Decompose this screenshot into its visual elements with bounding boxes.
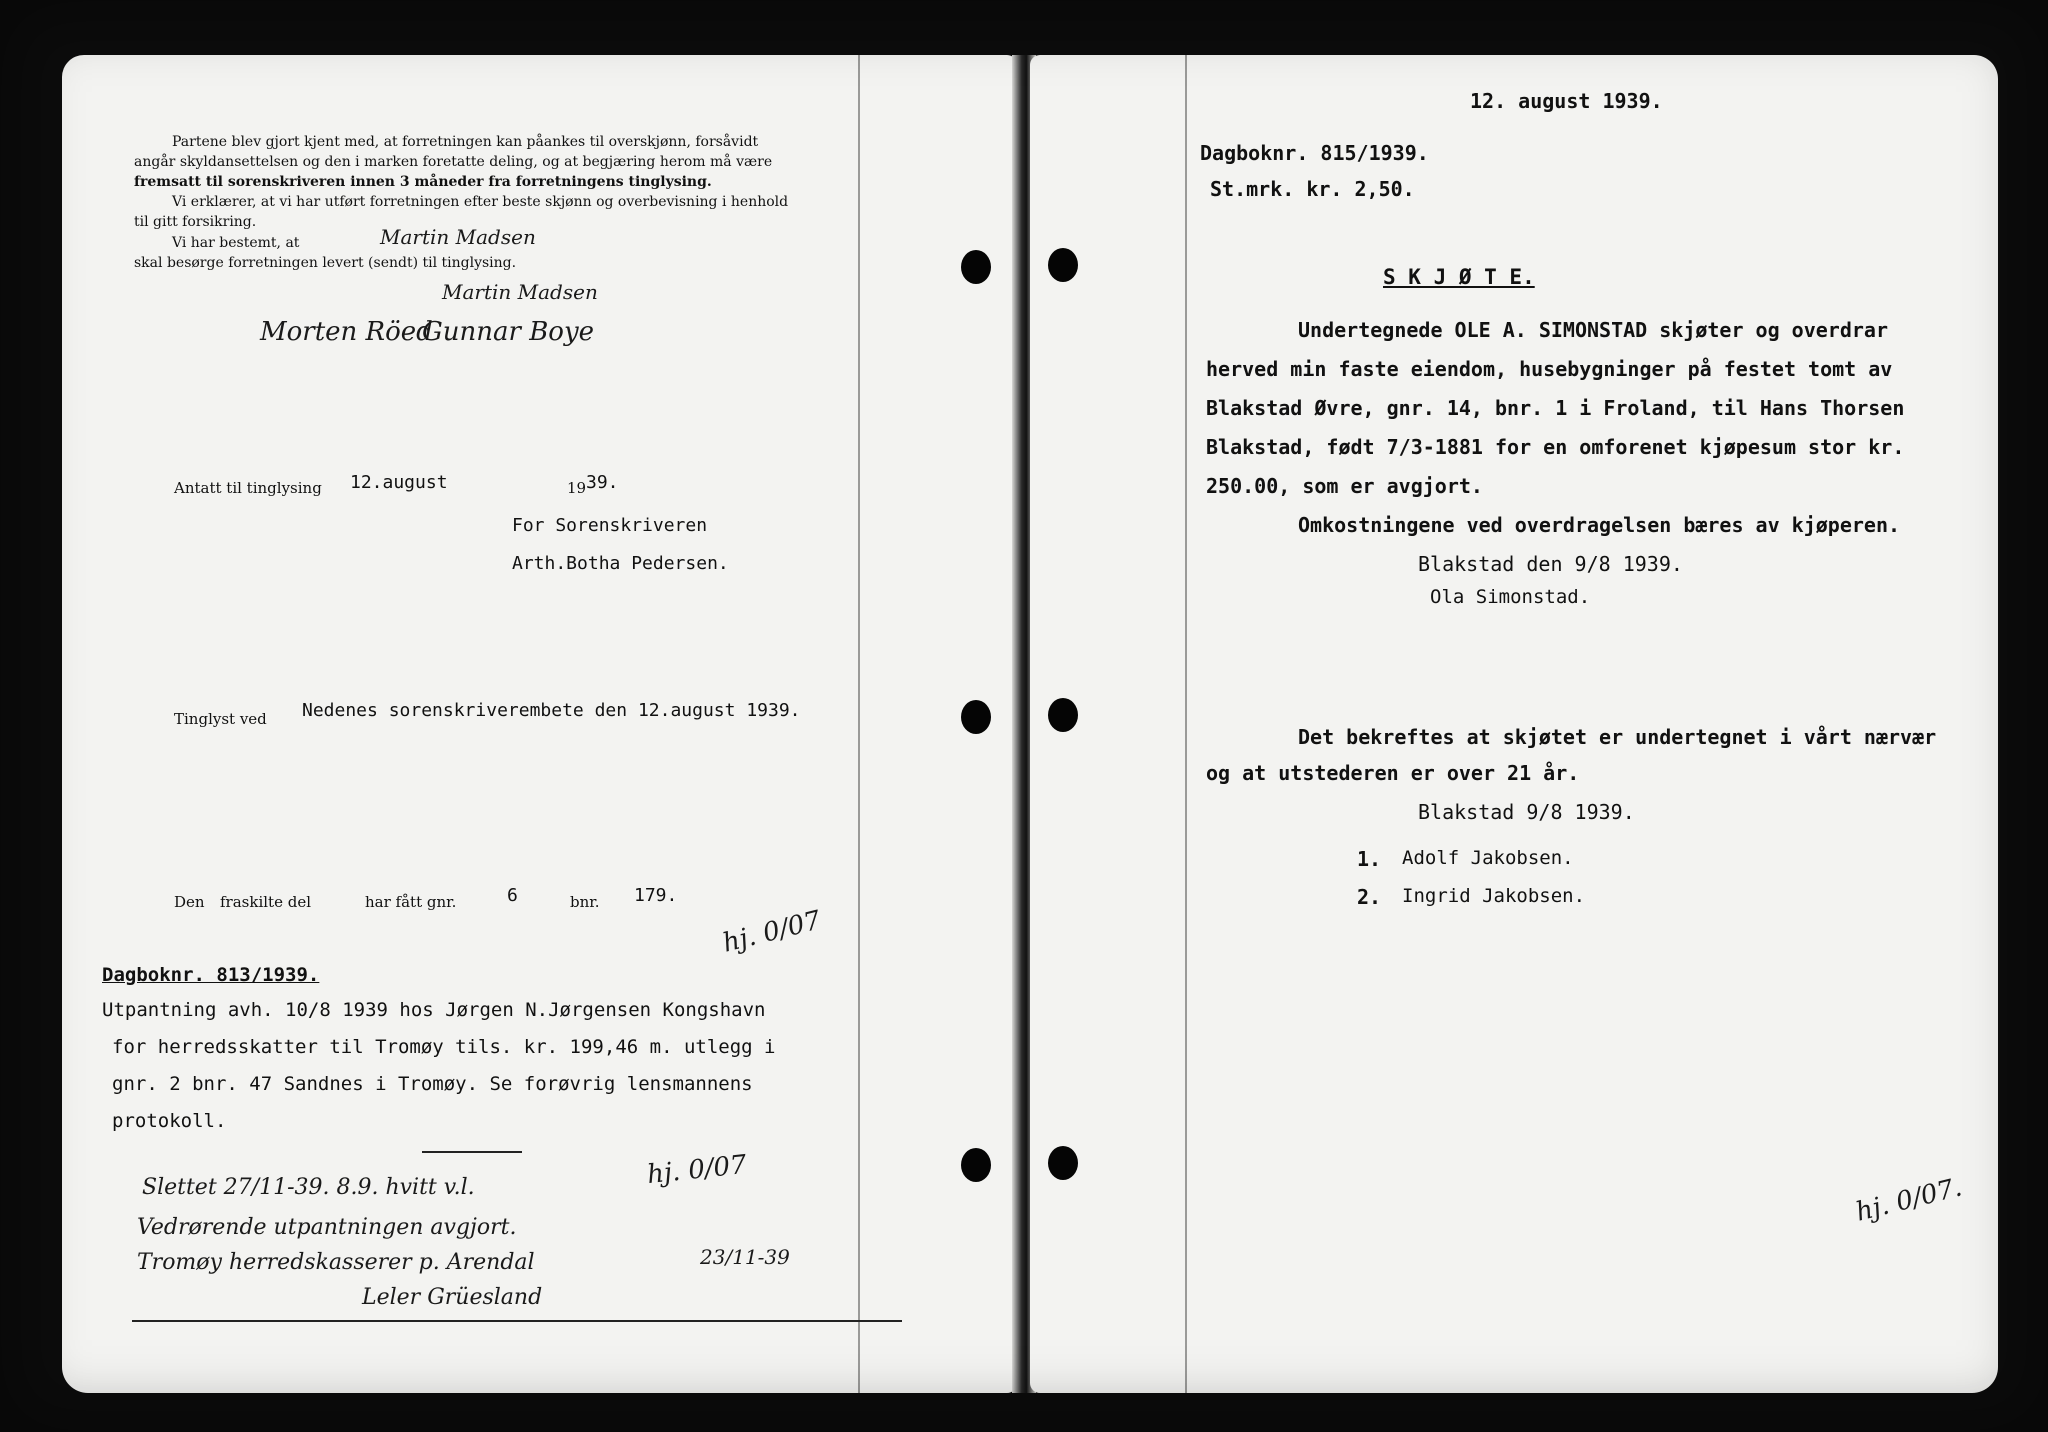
initials: hj. 0/07 (719, 905, 824, 959)
fraskilt-bnr: 179. (634, 885, 678, 906)
body-line: Blakstad Øvre, gnr. 14, bnr. 1 i Froland, til Hans Thorsen (1206, 396, 1905, 420)
body-line: Blakstad, født 7/3-1881 for en omforenet kjøpesum stor kr. (1206, 435, 1905, 459)
entry-line: gnr. 2 bnr. 47 Sandnes i Tromøy. Se forøvrig lensmannens (112, 1073, 753, 1095)
binding-hole (1048, 698, 1078, 732)
right-page (1030, 55, 1998, 1393)
entry-line: for herredsskatter til Tromøy tils. kr. 199,46 m. utlegg i (112, 1036, 776, 1058)
signature: Martin Madsen (442, 280, 598, 304)
antatt-year-prefix: 19 (567, 479, 587, 497)
entry-line: protokoll. (112, 1110, 227, 1132)
document-title: S K J Ø T E. (1383, 265, 1535, 289)
body-line: herved min faste eiendom, husebygninger på festet tomt av (1206, 357, 1893, 381)
initials: hj. 0/07 (645, 1149, 749, 1191)
place-date: Blakstad den 9/8 1939. (1418, 552, 1683, 576)
handwritten-note: Tromøy herredskasserer p. Arendal (137, 1250, 535, 1275)
printed-line: fremsatt til sorenskriveren innen 3 måneder fra forretningens tinglysing. (134, 174, 712, 190)
antatt-year: 39. (586, 472, 619, 493)
witness-number: 1. (1357, 847, 1382, 871)
dagbok-number: Dagboknr. 815/1939. (1200, 141, 1429, 165)
for-sorenskriveren: For Sorenskriveren (512, 515, 708, 536)
entry-title: Dagboknr. 813/1939. (102, 964, 320, 986)
printed-line: angår skyldansettelsen og den i marken foretatte deling, og at begjæring herom må være (134, 154, 773, 170)
printed-line: Vi har bestemt, at (172, 235, 300, 251)
fraskilt-gnr: 6 (507, 885, 518, 906)
witness-name: Ingrid Jakobsen. (1402, 885, 1586, 907)
attest-line: Det bekreftes at skjøtet er undertegnet i vårt nærvær (1298, 725, 1937, 749)
handwritten-note: Slettet 27/11-39. 8.9. hvitt v.l. (142, 1175, 475, 1200)
antatt-date: 12.august (350, 472, 448, 493)
handwritten-note: Leler Grüesland (362, 1285, 543, 1310)
printed-line: Partene blev gjort kjent med, at forretningen kan påankes til overskjønn, forsåvidt (172, 134, 759, 150)
attest-line: og at utstederen er over 21 år. (1206, 761, 1580, 785)
printed-line: skal besørge forretningen levert (sendt) til tinglysing. (134, 255, 517, 271)
witness-number: 2. (1357, 885, 1382, 909)
stamp-fee: St.mrk. kr. 2,50. (1210, 177, 1415, 201)
printed-line: Vi erklærer, at vi har utført forretningen efter beste skjønn og overbevisning i henhold (172, 194, 789, 210)
margin-rule (858, 55, 860, 1393)
fraskilt-gnr-label: har fått gnr. (365, 893, 457, 911)
clerk-name: Arth.Botha Pedersen. (512, 553, 729, 574)
tinglyst-text: Nedenes sorenskriverembete den 12.august 1939. (302, 700, 801, 721)
signature: Gunnar Boye (422, 317, 595, 347)
binding-hole (1048, 1146, 1078, 1180)
entry-line: Utpantning avh. 10/8 1939 hos Jørgen N.Jørgensen Kongshavn (102, 999, 766, 1021)
initials: hj. 0/07. (1852, 1172, 1966, 1228)
margin-rule (1185, 55, 1187, 1393)
witness-name: Adolf Jakobsen. (1402, 847, 1574, 869)
attest-place-date: Blakstad 9/8 1939. (1418, 800, 1635, 824)
left-page (62, 55, 1017, 1393)
document-date: 12. august 1939. (1470, 89, 1663, 113)
binding-hole (1048, 248, 1078, 282)
printed-line: til gitt forsikring. (134, 214, 257, 230)
antatt-label: Antatt til tinglysing (174, 479, 322, 497)
signer-name: Ola Simonstad. (1430, 586, 1591, 608)
fraskilt-bnr-label: bnr. (570, 893, 600, 911)
signature: Morten Röed (260, 317, 433, 347)
body-line: 250.00, som er avgjort. (1206, 474, 1483, 498)
fraskilt-text: fraskilte del (220, 893, 311, 911)
binding-hole (961, 250, 991, 284)
binding-hole (961, 700, 991, 734)
short-rule (422, 1151, 522, 1153)
binding-hole (961, 1148, 991, 1182)
bottom-rule (132, 1320, 902, 1322)
assigned-signature: Martin Madsen (380, 225, 536, 249)
fraskilt-den: Den (174, 893, 205, 911)
tinglyst-label: Tinglyst ved (174, 710, 267, 728)
handwritten-note-date: 23/11-39 (700, 1245, 790, 1269)
costs-line: Omkostningene ved overdragelsen bæres av kjøperen. (1298, 513, 1901, 537)
body-line: Undertegnede OLE A. SIMONSTAD skjøter og overdrar (1298, 318, 1889, 342)
handwritten-note: Vedrørende utpantningen avgjort. (137, 1215, 517, 1240)
